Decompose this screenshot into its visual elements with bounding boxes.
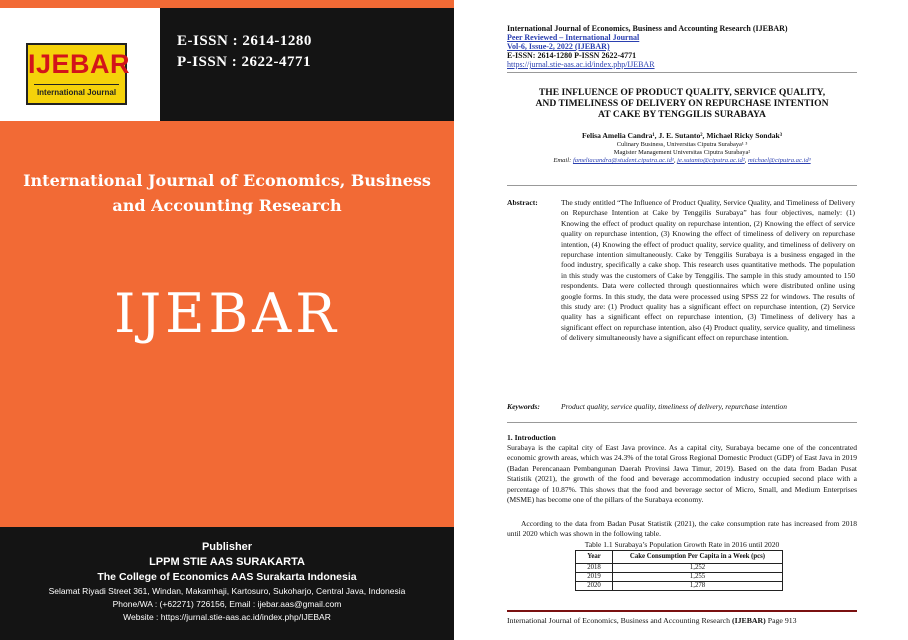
email-link-2[interactable]: je.sutanto@ciputra.ac.id² xyxy=(677,157,745,164)
introduction-heading: 1. Introduction xyxy=(507,433,556,442)
table-cell-year: 2019 xyxy=(576,573,613,582)
affiliation-1: Culinary Business, Universitas Ciputra Surabaya¹ ³ xyxy=(616,141,748,148)
abstract-text: The study entitled “The Influence of Product Quality, Service Quality, and Timeliness of Delivery on Repurchase Intention at Cake by Tenggilis Surabaya” has four objectives, namely: (1) Knowing the effect of product quality on repurchase intention, (2) Knowing the effect of service quality on repurchase intention, (3) Knowing the effect of timeliness of delivery on repurchase intention, (4) Knowing the effect of product quality, service quality, and timeliness of delivery on repurchase intention simultaneously. Cake by Tenggilis Surabaya is a business engaged in the food industry, specifically a cake shop. This research uses quantitative methods. The population in this study was the customers of Cake by Tenggilis. The sample in this study amounted to 150 respondents. Data were collected through questionnaires which were distributed online using google forms. In this study, the data were processed using SPSS 22 for windows. The results of this study are: (1) Product quality has a significant effect on repurchase intention, (2) Service quality has a significant effect on repurchase intention, (3) Timeliness of delivery has a significant effect on repurchase intention, also (4) Product quality, service quality, and timeliness of delivery simultaneously have a significant effect on repurchase intention. xyxy=(561,198,855,343)
title-divider xyxy=(507,185,857,186)
header-journal: International Journal of Economics, Business and Accounting Research (IJEBAR) xyxy=(507,24,788,33)
table-caption: Table 1.1 Surabaya’s Population Growth Rate in 2016 until 2020 xyxy=(584,540,780,549)
article-page xyxy=(454,0,908,640)
table-cell-year: 2018 xyxy=(576,564,613,573)
keywords-label: Keywords: xyxy=(507,402,540,411)
cover-top-stripe xyxy=(0,0,454,8)
header-issn: E-ISSN: 2614-1280 P-ISSN 2622-4771 xyxy=(507,51,637,60)
footer-abbrev: (IJEBAR) xyxy=(731,616,766,625)
ijebar-logo xyxy=(26,43,131,105)
title-line3: AT CAKE BY TENGGILIS SURABAYA xyxy=(598,109,766,120)
table-header-consumption: Cake Consumption Per Capita in a Week (pcs) xyxy=(613,551,783,564)
author-emails: Email: fameliacandra@student.ciputra.ac.id¹, je.sutanto@ciputra.ac.id², michael@ciputra.ac.id³ xyxy=(553,157,811,164)
footer-page-number: Page 913 xyxy=(765,616,797,625)
article-title xyxy=(514,87,850,120)
table-cell-year: 2020 xyxy=(576,582,613,591)
footer-journal: International Journal of Economics, Business and Accounting Research xyxy=(507,616,732,625)
page-footer xyxy=(507,616,857,625)
cover-title-line1: International Journal of Economics, Business xyxy=(23,171,431,190)
header-volume-link[interactable]: Vol-6, Issue-2, 2022 (IJEBAR) xyxy=(507,42,610,51)
email-link-1[interactable]: fameliacandra@student.ciputra.ac.id¹ xyxy=(572,157,674,164)
keywords-divider xyxy=(507,422,857,423)
publisher-contact: Phone/WA : (+62271) 726156, Email : ijebar.aas@gmail.com xyxy=(112,599,342,609)
publisher-website: Website : https://jurnal.stie-aas.ac.id/index.php/IJEBAR xyxy=(123,612,331,622)
header-peer-link[interactable]: Peer Reviewed – International Journal xyxy=(507,33,640,42)
introduction-paragraph-1: Surabaya is the capital city of East Java province. As a capital city, Surabaya became one of the concentrated economic growth areas, which was 24.3% of the total Gross Regional Domestic Product (GDP) of East Java in 2019 (Badan Perencanaan Pembangunan Daerah Provinsi Jawa Timur, 2019). Based on the data from Badan Pusat Statistik (2021), the growth of the food and beverage accommodation industry occupied second place with a percentage of 10.87%. This shows that the food and beverage sector of Micro, Small, and Medium Enterprises (MSME) has become one of the pillars of the Surabaya economy. xyxy=(507,443,857,505)
logo-subtext: International Journal xyxy=(36,88,117,97)
table-header-row xyxy=(576,551,783,564)
publisher-college: The College of Economics AAS Surakarta Indonesia xyxy=(97,571,357,583)
keywords-text: Product quality, service quality, timeliness of delivery, repurchase intention xyxy=(561,402,787,411)
publisher-name: LPPM STIE AAS SURAKARTA xyxy=(149,556,305,568)
table-row xyxy=(576,582,783,591)
abstract-label: Abstract: xyxy=(507,198,538,207)
cover-journal-title xyxy=(20,168,434,218)
introduction-paragraph-2: According to the data from Badan Pusat Statistik (2021), the cake consumption rate has increased from 2018 until 2020 which was shown in the following table. xyxy=(507,519,857,539)
table-row xyxy=(576,573,783,582)
footer-divider xyxy=(507,610,857,612)
email-link-3[interactable]: michael@ciputra.ac.id³ xyxy=(748,157,811,164)
cover-pissn: P-ISSN : 2622-4771 xyxy=(177,54,312,70)
article-authors: Felisa Amelia Candra¹, J. E. Sutanto², Michael Ricky Sondak³ xyxy=(581,131,783,140)
cover-big-title: IJEBAR xyxy=(114,282,340,345)
table-cell-value: 1,252 xyxy=(613,564,783,573)
logo-divider xyxy=(34,84,119,85)
header-divider xyxy=(507,72,857,73)
table-row xyxy=(576,564,783,573)
table-cell-value: 1,255 xyxy=(613,573,783,582)
table-header-year: Year xyxy=(576,551,613,564)
cake-consumption-table xyxy=(575,550,783,591)
title-line2: AND TIMELINESS OF DELIVERY ON REPURCHASE INTENTION xyxy=(535,98,829,109)
table-cell-value: 1,278 xyxy=(613,582,783,591)
header-url-link[interactable]: https://jurnal.stie-aas.ac.id/index.php/IJEBAR xyxy=(507,60,655,69)
cover-eissn: E-ISSN : 2614-1280 xyxy=(177,33,312,49)
title-line1: THE INFLUENCE OF PRODUCT QUALITY, SERVICE QUALITY, xyxy=(538,87,826,98)
logo-text: IJEBAR xyxy=(28,49,131,79)
email-label: Email: xyxy=(553,157,572,164)
affiliation-2: Magister Management Universitas Ciputra Surabaya² xyxy=(613,149,751,156)
cover-title-line2: and Accounting Research xyxy=(112,196,342,215)
publisher-address: Selamat Riyadi Street 361, Windan, Makamhaji, Kartosuro, Sukoharjo, Central Java, Indonesia xyxy=(48,586,406,596)
publisher-label: Publisher xyxy=(201,541,253,553)
